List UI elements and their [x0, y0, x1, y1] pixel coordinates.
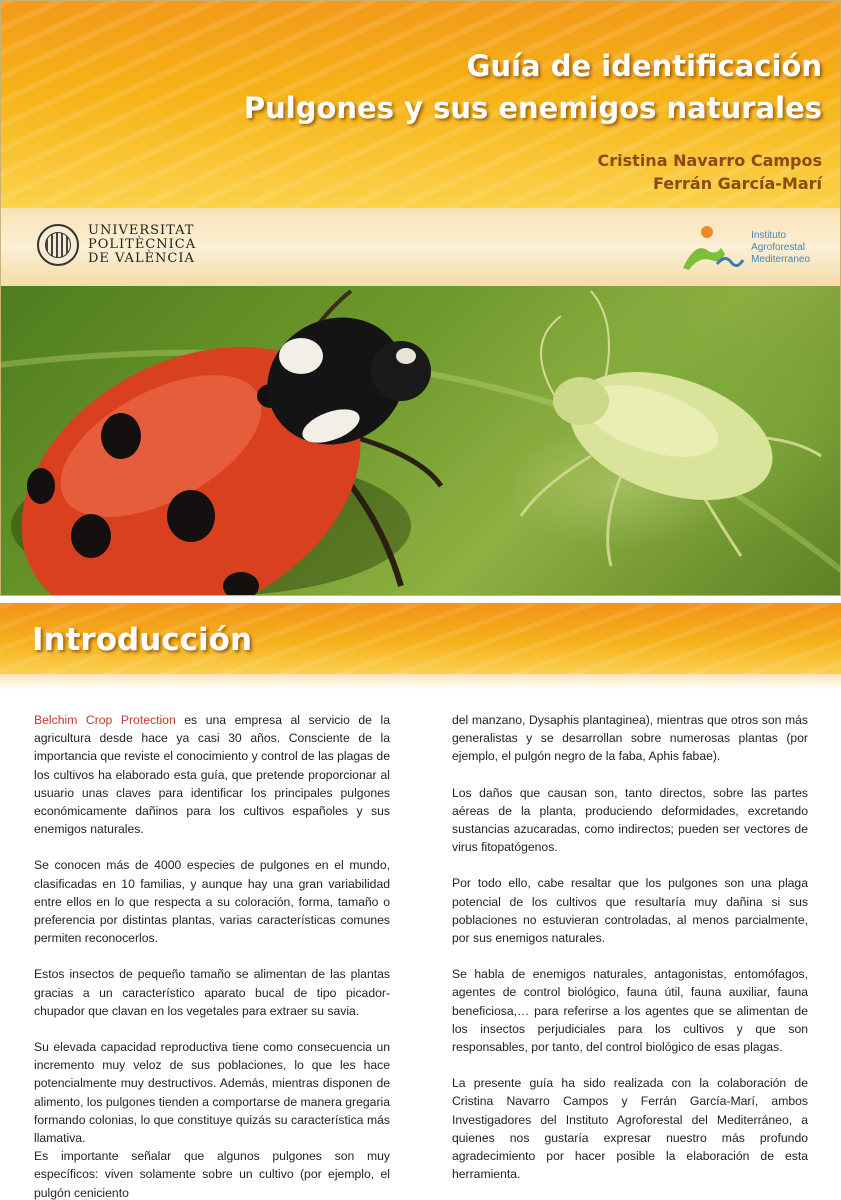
author-2: Ferrán García-Marí [653, 174, 822, 193]
iam-logo [681, 220, 810, 276]
intro-paragraph: Estos insectos de pequeño tamaño se alimentan de las plantas gracias a un característico aparato bucal de tipo picador-chupador que clavan en los vegetales para extraer su savia. [34, 967, 390, 1018]
iam-line3: Mediterraneo [751, 254, 810, 265]
intro-paragraph: del manzano, Dysaphis plantaginea), mientras que otros son más generalistas y se desarrollan sobre numerosas plantas (por ejemplo, el pulgón negro de la faba, Aphis fabae). [452, 713, 808, 764]
upv-logo [37, 224, 196, 266]
upv-seal-icon [37, 224, 79, 266]
iam-mountain-icon [681, 220, 749, 276]
intro-heading: Introducción [32, 622, 253, 658]
upv-line1: UNIVERSITAT [88, 223, 195, 238]
cover-title-line2: Pulgones y sus enemigos naturales [243, 91, 822, 125]
upv-line3: DE VALÈNCIA [88, 251, 195, 266]
author-1: Cristina Navarro Campos [597, 151, 822, 170]
iam-line1: Instituto [751, 230, 787, 241]
ladybug-aphid-illustration [1, 286, 840, 596]
cover-authors [598, 149, 822, 195]
intro-paragraph: Su elevada capacidad reproductiva tiene como consecuencia un incremento muy veloz de sus poblaciones, lo que les hace potencialmente muy destructivos. Además, mientras disponen de alimento, los pulgones tienden a comportarse de manera gregaria formando colonias, lo que constituye quizás su característica más llamativa. [34, 1040, 390, 1146]
iam-logo-text [751, 230, 810, 266]
intro-paragraph: Se habla de enemigos naturales, antagonistas, entomófagos, agentes de control biológico, fauna útil, fauna auxiliar, fauna beneficiosa,… para referirse a los agentes que se alimentan de los insectos perjudiciales para los cultivos y que son responsables, por tanto, del control biológico de esas plagas. [452, 967, 808, 1055]
intro-paragraph [34, 711, 390, 838]
cover-section [0, 0, 841, 596]
cover-photo-ladybug-aphid [1, 286, 840, 596]
intro-left-column [34, 711, 390, 1200]
intro-paragraph: Se conocen más de 4000 especies de pulgones en el mundo, clasificadas en 10 familias, y aunque hay una gran variabilidad entre ellos en lo que respecta a su coloración, forma, tamaño o preferencia por distintas plantas, varias características comunes permiten reconocerlos. [34, 858, 390, 946]
intro-banner [0, 603, 841, 674]
intro-paragraph: Por todo ello, cabe resaltar que los pulgones son una plaga potencial de los cultivos que resultaría muy dañina si sus poblaciones no estuvieran controladas, al menos parcialmente, por sus enemigos naturales. [452, 876, 808, 946]
intro-paragraph: Es importante señalar que algunos pulgones son muy específicos: viven solamente sobre un cultivo (por ejemplo, el pulgón ceniciento [34, 1149, 390, 1200]
cover-title [244, 45, 822, 129]
intro-right-column [452, 711, 808, 1200]
intro-paragraph: La presente guía ha sido realizada con la colaboración de Cristina Navarro Campos y Ferrán García-Marí, ambos Investigadores del Instituto Agroforestal del Mediterráneo, a quienes nos gustaría expresar nuestro más profundo agradecimiento por hacer posible la elaboración de esta herramienta. [452, 1076, 808, 1182]
upv-logo-text [88, 224, 196, 266]
intro-paragraph-text: es una empresa al servicio de la agricultura desde hace ya casi 30 años. Consciente de la importancia que reviste el conocimiento y control de las plagas de los cultivos ha elaborado esta guía, que pretende proporcionar al usuario unas claves para identificar los principales pulgones económicamente dañinos para los cultivos españoles y sus enemigos naturales. [34, 713, 390, 837]
upv-line2: POLITÈCNICA [88, 237, 197, 252]
brand-name: Belchim Crop Protection [34, 713, 176, 727]
iam-line2: Agroforestal [751, 242, 805, 253]
intro-paragraph: Los daños que causan son, tanto directos, sobre las partes aéreas de la planta, produciendo deformidades, excretando sustancias azucaradas, como indirectos; pueden ser vectores de virus fitopatógenos. [452, 785, 808, 855]
intro-banner-fade [0, 674, 841, 690]
cover-title-line1: Guía de identificación [466, 49, 822, 83]
logo-band [1, 208, 840, 286]
cover-banner [1, 1, 840, 208]
